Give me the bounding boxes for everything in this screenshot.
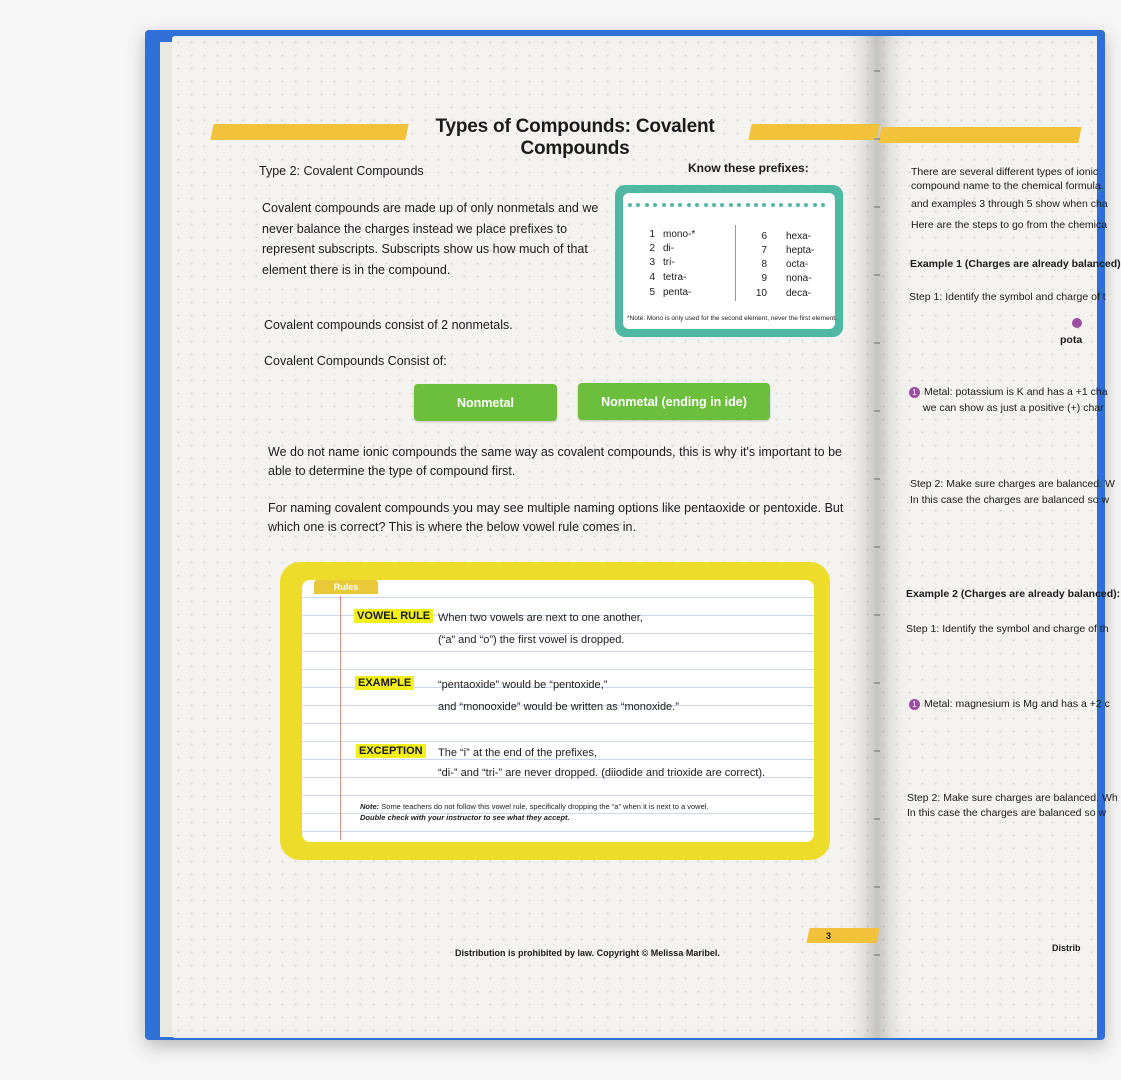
prefix-name: tetra- (663, 272, 687, 283)
spine-ring (874, 206, 880, 208)
example1-step2: Step 2: Make sure charges are balanced. W (910, 478, 1115, 490)
prefix-name: di- (663, 243, 675, 254)
decor-dot (746, 203, 750, 207)
prefix-name: tri- (663, 257, 675, 268)
decor-dot (729, 203, 733, 207)
vowel-intro-paragraph: For naming covalent compounds you may see multiple naming options like pentaoxide or pentoxide. But which one is correct? This is where the below vowel rule comes in. (268, 501, 844, 535)
decor-dot (788, 203, 792, 207)
spine-ring (874, 750, 880, 752)
spine-ring (874, 70, 880, 72)
prefix-inner (623, 193, 835, 329)
decor-dot (821, 203, 825, 207)
decor-dot (704, 203, 708, 207)
decor-dot (670, 203, 674, 207)
ionic-vs-covalent-paragraph: We do not name ionic compounds the same way as covalent compounds, this is why it's important to be able to determine the type of compound first. (268, 445, 842, 479)
decor-dot (645, 203, 649, 207)
prefix-number: 7 (761, 245, 767, 256)
margin-line (340, 596, 341, 840)
decor-dot (796, 203, 800, 207)
example2-step1: Step 1: Identify the symbol and charge of th (906, 623, 1109, 635)
prefix-number: 10 (755, 288, 767, 299)
copyright-footer: Distribution is prohibited by law. Copyright © Melissa Maribel. (455, 948, 720, 958)
decor-dot (712, 203, 716, 207)
spine-ring (874, 682, 880, 684)
example2-step2: Step 2: Make sure charges are balanced. Wh (907, 792, 1118, 804)
decor-dot (678, 203, 682, 207)
prefix-number: 9 (761, 273, 767, 284)
example2-heading: Example 2 (Charges are already balanced): (906, 588, 1121, 600)
prefix-number: 6 (761, 231, 767, 242)
example1-heading: Example 1 (Charges are already balanced) (910, 258, 1121, 270)
example-tag: EXAMPLE (355, 676, 414, 690)
step-marker: 1 (909, 699, 920, 710)
prefix-name: hepta- (786, 245, 815, 256)
vowel-rule-tag: VOWEL RULE (354, 609, 433, 623)
prefix-name: mono-* (663, 229, 696, 240)
right-text: Here are the steps to go from the chemica (911, 219, 1108, 231)
page-number-highlight (806, 928, 879, 943)
page-number: 3 (826, 931, 832, 941)
prefix-name: octa- (786, 259, 809, 270)
consist-two-text: Covalent compounds consist of 2 nonmetals. (264, 318, 513, 332)
exception-tag: EXCEPTION (356, 744, 426, 758)
decor-dot (813, 203, 817, 207)
right-page-content (900, 160, 1121, 1030)
example-line2: and “monooxide” would be written as “monoxide.” (438, 701, 679, 713)
prefix-name: nona- (786, 273, 812, 284)
prefix-note: *Note: Mono is only used for the second element, never the first element. (627, 315, 837, 322)
prefix-heading: Know these prefixes: (688, 161, 809, 175)
spine (872, 60, 882, 1020)
decor-dot (720, 203, 724, 207)
potassium-label: pota (1060, 334, 1083, 346)
rules-note-label: Note: (360, 802, 380, 811)
right-footer: Distrib (1052, 943, 1081, 953)
vowel-rule-line2: (“a” and “o”) the first vowel is dropped. (438, 634, 625, 646)
decor-dot (804, 203, 808, 207)
step-marker: 1 (909, 387, 920, 398)
prefix-dot-row (628, 203, 828, 209)
marker-dot (1072, 318, 1082, 328)
rules-tab: Rules (314, 580, 378, 594)
exception-line1: The “i” at the end of the prefixes, (438, 747, 597, 759)
example2-metal (909, 698, 1110, 710)
prefix-number: 8 (761, 259, 767, 270)
intro-paragraph: Covalent compounds are made up of only nonmetals and we never balance the charges instead we place prefixes to represent subscripts. Subscripts show us how much of that element there is in the compound. (262, 201, 599, 277)
decor-dot (662, 203, 666, 207)
exception-line2: “di-” and “tri-” are never dropped. (diiodide and trioxide are correct). (438, 767, 766, 779)
prefix-number: 3 (649, 257, 655, 268)
rules-note-line1: Some teachers do not follow this vowel rule, specifically dropping the “a” when it is next to a vowel. (381, 802, 709, 811)
spine-ring (874, 546, 880, 548)
spine-ring (874, 274, 880, 276)
example1-metal-line2: we can show as just a positive (+) char (923, 402, 1104, 414)
example2-step2-line2: In this case the charges are balanced so w (907, 807, 1107, 819)
right-title-highlight (878, 127, 1081, 143)
prefix-number: 2 (649, 243, 655, 254)
section-subtitle: Type 2: Covalent Compounds (259, 164, 424, 178)
decor-dot (737, 203, 741, 207)
prefix-number: 5 (649, 287, 655, 298)
example1-metal (909, 386, 1108, 398)
spine-ring (874, 954, 880, 956)
title-highlight-left (210, 124, 408, 140)
prefix-name: penta- (663, 287, 692, 298)
consist-of-text: Covalent Compounds Consist of: (264, 354, 447, 368)
decor-dot (779, 203, 783, 207)
example2-metal-text: Metal: magnesium is Mg and has a +2 c (924, 698, 1110, 710)
example-line1: “pentaoxide” would be “pentoxide,” (438, 679, 608, 691)
spine-ring (874, 138, 880, 140)
decor-dot (762, 203, 766, 207)
decor-dot (695, 203, 699, 207)
spine-ring (874, 818, 880, 820)
prefix-divider (735, 225, 736, 301)
spine-ring (874, 478, 880, 480)
spine-ring (874, 614, 880, 616)
rules-note-line2: Double check with your instructor to see what they accept. (360, 813, 570, 822)
right-text: There are several different types of ionic (911, 166, 1099, 178)
rules-note (360, 802, 709, 811)
example1-step2-line2: In this case the charges are balanced so w (910, 494, 1110, 506)
example1-metal-text: Metal: potassium is K and has a +1 cha (924, 386, 1108, 398)
nonmetal-ide-button: Nonmetal (ending in ide) (578, 383, 770, 420)
decor-dot (653, 203, 657, 207)
spine-ring (874, 410, 880, 412)
spine-ring (874, 886, 880, 888)
decor-dot (628, 203, 632, 207)
vowel-rule-line1: When two vowels are next to one another, (438, 612, 643, 624)
decor-dot (636, 203, 640, 207)
prefix-number: 4 (649, 272, 655, 283)
right-text: compound name to the chemical formula. (911, 180, 1104, 192)
decor-dot (754, 203, 758, 207)
right-text: and examples 3 through 5 show when cha (911, 198, 1108, 210)
spine-ring (874, 342, 880, 344)
example1-step1: Step 1: Identify the symbol and charge of t (909, 291, 1106, 303)
prefix-number: 1 (649, 229, 655, 240)
title-highlight-right (748, 124, 879, 140)
nonmetal-button: Nonmetal (414, 384, 557, 421)
prefix-name: deca- (786, 288, 812, 299)
decor-dot (687, 203, 691, 207)
decor-dot (771, 203, 775, 207)
prefix-name: hexa- (786, 231, 812, 242)
page-title: Types of Compounds: Covalent Compounds (435, 116, 715, 159)
